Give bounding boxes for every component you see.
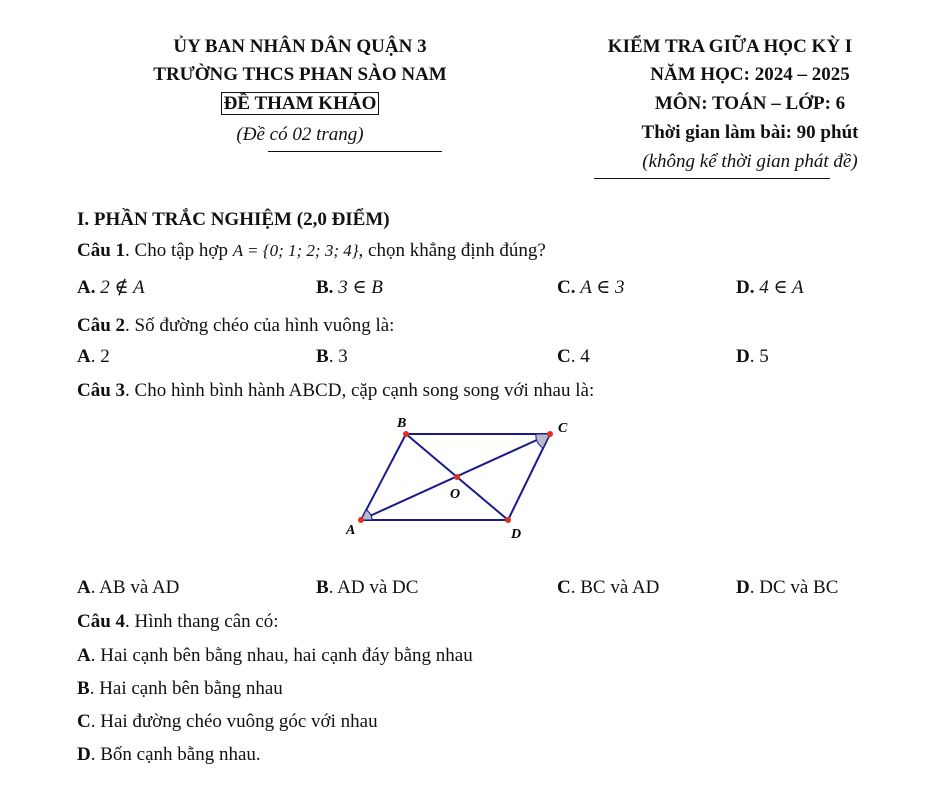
question-2-text: . Số đường chéo của hình vuông là: [125,315,395,336]
section-title: I. PHẦN TRẮC NGHIỆM (2,0 ĐIỂM) [77,209,390,230]
q3-option-a[interactable]: A. AB và AD [77,577,180,598]
page-count: (Đề có 02 trang) [236,124,364,145]
q1-option-a[interactable]: A. 2 ∉ A [77,277,145,298]
q2-option-a[interactable]: A. 2 [77,346,110,367]
question-2 [77,315,394,337]
q2-option-d[interactable]: D. 5 [736,346,769,367]
question-1-text-after: , chọn khẳng định đúng? [358,240,546,261]
q4-option-a[interactable]: A. Hai cạnh bên bằng nhau, hai cạnh đáy bằng nhau [77,645,473,666]
question-2-label: Câu 2 [77,315,126,336]
point-b [403,431,409,437]
q1-option-c[interactable]: C. A ∈ 3 [557,277,625,298]
side-ab [361,434,406,520]
q3-option-d[interactable]: D. DC và BC [736,577,839,598]
label-d: D [511,527,522,542]
school-name: TRƯỜNG THCS PHAN SÀO NAM [153,64,447,85]
district-name: ỦY BAN NHÂN DÂN QUẬN 3 [173,36,427,57]
label-o: O [450,487,461,502]
time-note: (không kể thời gian phát đề) [642,151,858,172]
q3-option-b[interactable]: B. AD và DC [316,577,419,598]
question-3 [77,380,594,402]
label-b: B [397,416,407,431]
header-left-rule [268,151,442,152]
subject-grade: MÔN: TOÁN – LỚP: 6 [654,93,846,114]
q4-option-c[interactable]: C. Hai đường chéo vuông góc với nhau [77,711,378,732]
q2-option-b[interactable]: B. 3 [316,346,348,367]
point-d [505,517,511,523]
point-c [547,431,553,437]
exam-title: KIỂM TRA GIỮA HỌC KỲ I [607,36,853,57]
point-a [358,517,364,523]
parallelogram-figure [330,410,580,550]
q4-option-d[interactable]: D. Bốn cạnh bằng nhau. [77,744,261,765]
header-right-rule [594,178,830,179]
q1-option-b[interactable]: B. 3 ∈ B [316,277,383,298]
point-o [454,474,460,480]
q1-option-d[interactable]: D. 4 ∈ A [736,277,804,298]
q2-option-c[interactable]: C. 4 [557,346,590,367]
question-3-text: . Cho hình bình hành ABCD, cặp cạnh song song với nhau là: [125,380,595,401]
question-1-set: A = {0; 1; 2; 3; 4} [232,241,359,260]
label-a: A [346,523,356,538]
question-1-label: Câu 1 [77,240,126,261]
doc-type-wrap [120,93,480,114]
label-c: C [558,421,568,436]
question-4-label: Câu 4 [77,611,126,632]
question-1 [77,240,546,262]
question-1-text-before: . Cho tập hợp [125,240,233,261]
figure-points [358,431,553,523]
question-3-label: Câu 3 [77,380,126,401]
question-4-text: . Hình thang cân có: [125,611,279,632]
time-limit: Thời gian làm bài: 90 phút [641,122,859,143]
school-year: NĂM HỌC: 2024 – 2025 [650,64,850,85]
question-4 [77,611,279,633]
q3-option-c[interactable]: C. BC và AD [557,577,660,598]
q4-option-b[interactable]: B. Hai cạnh bên bằng nhau [77,678,283,699]
doc-type-label: ĐỀ THAM KHẢO [221,92,380,115]
